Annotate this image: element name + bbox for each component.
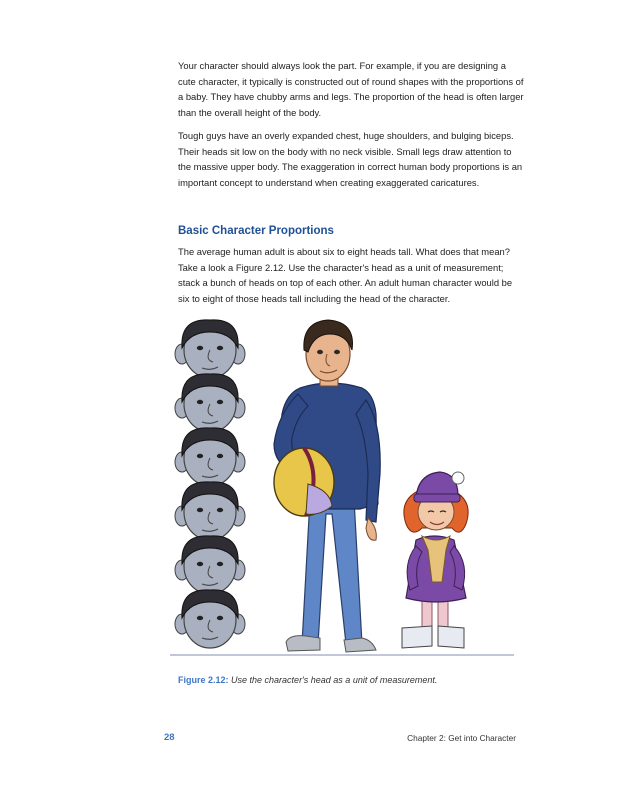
stacked-head-eye [217,508,223,512]
paragraph-intro-text: Your character should always look the part. For example, if you are designing a cute character, it typically is constructed out of round shapes with the proportions of a baby. They have chubby arms and legs. The proportion of the head is often larger than the overall height of the body. [178,60,524,118]
girl-left-boot [402,626,432,648]
paragraph-intro [178,58,524,120]
stacked-head-eye [217,346,223,350]
girl-hat-brim [414,494,460,502]
paragraph-tough-guys [178,128,524,190]
stacked-head-eye [197,616,203,620]
figure-svg [170,314,514,664]
figure-illustration [170,314,514,664]
girl-hat-pompom [452,472,464,484]
page-number: 28 [164,732,175,743]
stacked-head [175,428,245,486]
stacked-head-eye [217,616,223,620]
girl-left-leg [422,598,432,628]
paragraph-tough-guys-text: Tough guys have an overly expanded chest, huge shoulders, and bulging biceps. Their heads sit low on the body with no neck visible. Small legs draw attention to the massive upper body. The exaggeration in correct human body proportions is an important concept to understand when creating exaggerated caricatures. [178,130,523,188]
stacked-head-eye [197,454,203,458]
stacked-head [175,482,245,540]
paragraph-section-body-text: The average human adult is about six to eight heads tall. What does that mean? Take a look a Figure 2.12. Use the character's head as a unit of measurement; stack a bunch of heads on top of each other. An adult human character would be six to eight of those heads tall including the head of the character. [178,246,513,304]
man-figure [274,320,380,652]
figure-caption [178,674,524,686]
stacked-head [175,590,245,648]
stacked-head-eye [197,400,203,404]
stacked-head-eye [197,508,203,512]
man-left-shoe [286,636,320,651]
girl-right-boot [438,626,464,648]
stacked-head-eye [217,400,223,404]
stacked-head-eye [217,454,223,458]
man-jeans [302,499,362,644]
stacked-head [175,320,245,378]
section-heading: Basic Character Proportions [178,225,334,237]
head-stack [175,320,245,648]
girl-figure [402,472,468,648]
stacked-head-eye [217,562,223,566]
stacked-head [175,536,245,594]
figure-caption-text: Use the character's head as a unit of measurement. [231,675,438,685]
stacked-head-eye [197,562,203,566]
stacked-head [175,374,245,432]
man-left-eye [317,350,323,354]
man-right-eye [334,350,340,354]
figure-label: Figure 2.12: [178,675,229,685]
man-right-shoe [344,638,376,652]
stacked-head-eye [197,346,203,350]
chapter-title: Chapter 2: Get into Character [407,733,516,743]
paragraph-section-body [178,244,524,306]
